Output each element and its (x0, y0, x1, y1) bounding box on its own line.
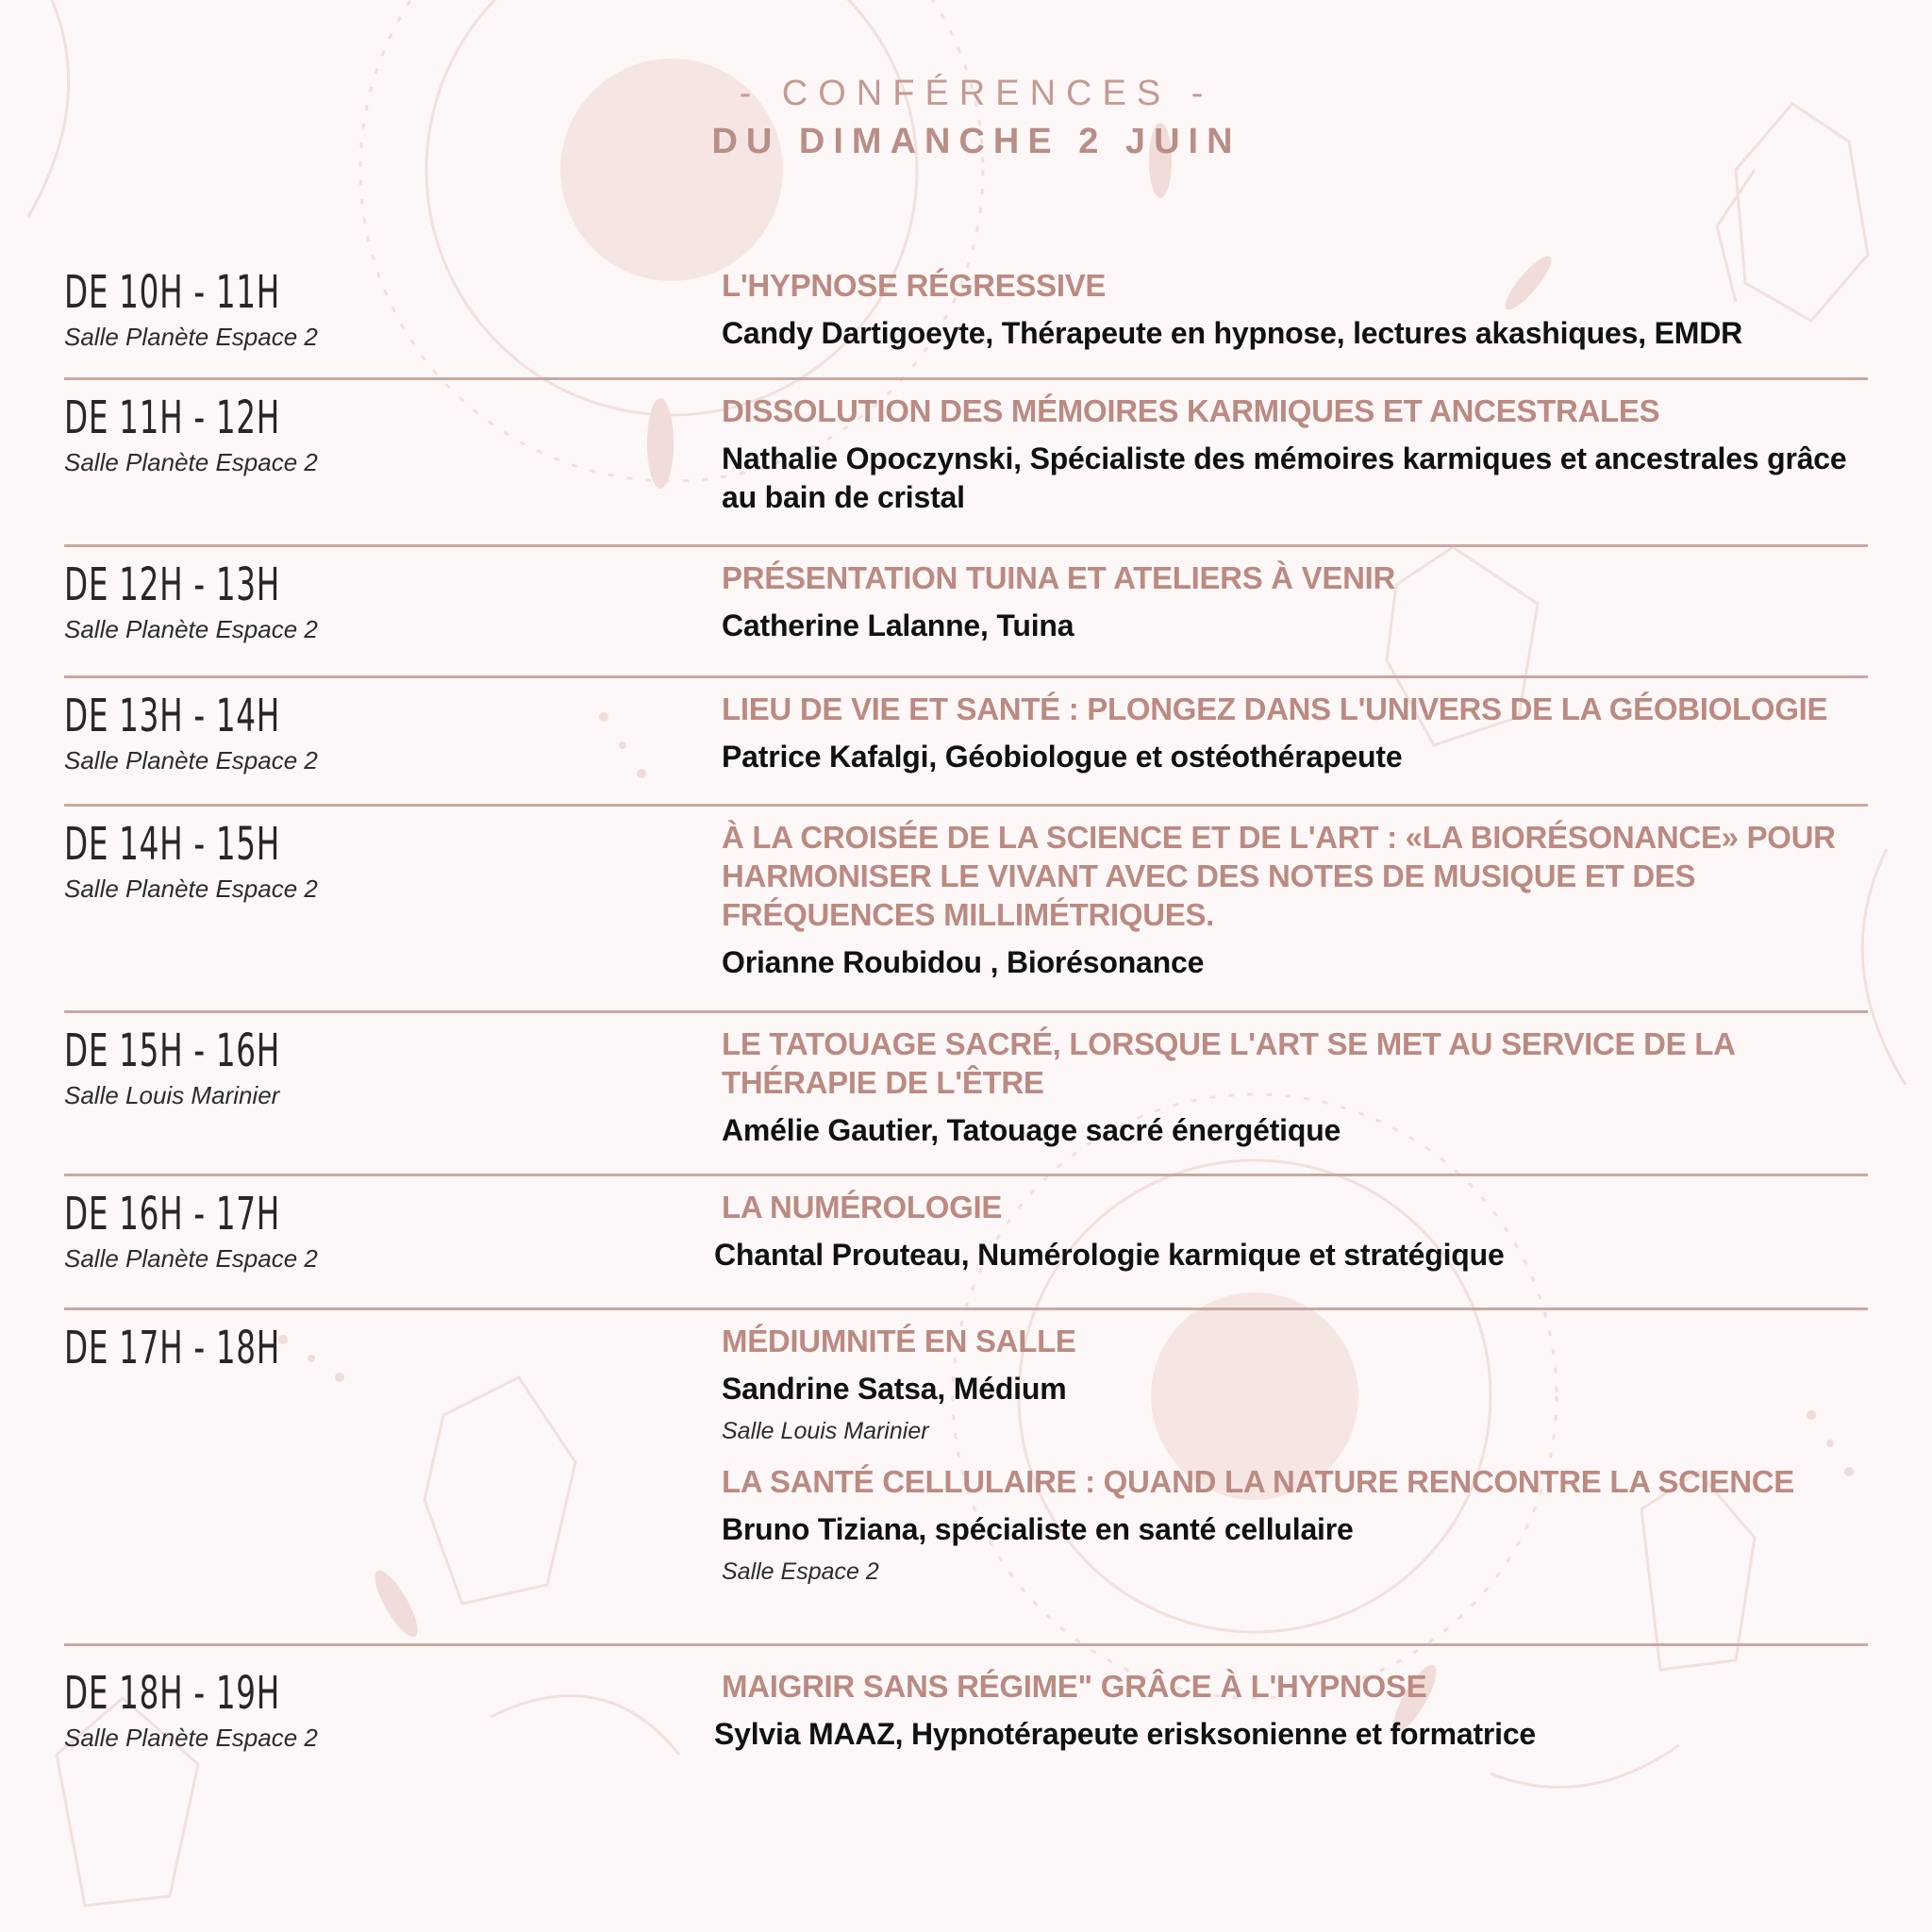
talk-title: PRÉSENTATION TUINA ET ATELIERS À VENIR (722, 560, 1396, 595)
slot-room: Salle Planète Espace 2 (64, 874, 318, 903)
schedule-slot (64, 547, 1868, 678)
talk-title: MAIGRIR SANS RÉGIME" GRÂCE À L'HYPNOSE (722, 1669, 1427, 1704)
slot-room: Salle Planète Espace 2 (64, 448, 318, 476)
page-header (0, 74, 1932, 162)
schedule-slot (64, 255, 1868, 380)
slot-time: DE 15H - 16H (64, 1024, 280, 1077)
slot-time: DE 14H - 15H (64, 818, 280, 871)
slot-time: DE 18H - 19H (64, 1667, 280, 1720)
slot-room: Salle Planète Espace 2 (64, 1244, 318, 1273)
schedule-slot (64, 1646, 1868, 1778)
slot-room: Salle Planète Espace 2 (64, 746, 318, 774)
talk-speaker: Amélie Gautier, Tatouage sacré énergétique (722, 1113, 1341, 1147)
schedule-slot (64, 807, 1868, 1013)
schedule-slot (64, 1310, 1868, 1646)
talk-title: À LA CROISÉE DE LA SCIENCE ET DE L'ART : «LA BIORÉSONANCE» POUR HARMONISER LE VIVANT AVEC DES NOTES DE MUSIQUE ET DES FRÉQUENCES MILLIMÉTRIQUES. (722, 820, 1836, 932)
talk-speaker: Nathalie Opoczynski, Spécialiste des mémoires karmiques et ancestrales grâce au bain de cristal (722, 441, 1847, 514)
schedule-slot (64, 380, 1868, 547)
talk-speaker: Catherine Lalanne, Tuina (722, 608, 1074, 642)
talk-title: L'HYPNOSE RÉGRESSIVE (722, 268, 1107, 303)
talk-title: MÉDIUMNITÉ EN SALLE (722, 1324, 1076, 1358)
talk-room: Salle Louis Marinier (722, 1418, 929, 1444)
schedule-slot (64, 1176, 1868, 1310)
page-title: DU DIMANCHE 2 JUIN (711, 122, 1241, 161)
talk-title: LE TATOUAGE SACRÉ, LORSQUE L'ART SE MET AU SERVICE DE LA THÉRAPIE DE L'ÊTRE (722, 1026, 1735, 1100)
slot-time: DE 11H - 12H (64, 391, 280, 444)
talk-room-second: Salle Espace 2 (722, 1558, 879, 1585)
talk-title: LIEU DE VIE ET SANTÉ : PLONGEZ DANS L'UNIVERS DE LA GÉOBIOLOGIE (722, 691, 1828, 726)
talk-speaker: Sylvia MAAZ, Hypnotérapeute erisksonienne et formatrice (714, 1717, 1537, 1751)
slot-time: DE 13H - 14H (64, 690, 280, 742)
talk-speaker-second: Bruno Tiziana, spécialiste en santé cellulaire (722, 1512, 1354, 1546)
slot-room: Salle Planète Espace 2 (64, 615, 318, 643)
talk-speaker: Candy Dartigoeyte, Thérapeute en hypnose, lectures akashiques, EMDR (722, 316, 1743, 350)
talk-title-second: LA SANTÉ CELLULAIRE : QUAND LA NATURE RENCONTRE LA SCIENCE (722, 1464, 1794, 1499)
slot-time: DE 10H - 11H (64, 266, 280, 319)
section-kicker: - CONFÉRENCES - (739, 74, 1214, 113)
talk-speaker: Sandrine Satsa, Médium (722, 1372, 1067, 1406)
talk-title: LA NUMÉROLOGIE (722, 1190, 1003, 1224)
slot-time: DE 16H - 17H (64, 1188, 280, 1241)
slot-room: Salle Planète Espace 2 (64, 1724, 318, 1752)
talk-speaker: Chantal Prouteau, Numérologie karmique et stratégique (714, 1238, 1505, 1272)
slot-room: Salle Planète Espace 2 (64, 323, 318, 351)
schedule-slot (64, 1013, 1868, 1176)
talk-speaker: Patrice Kafalgi, Géobiologue et ostéothérapeute (722, 740, 1403, 774)
slot-time: DE 17H - 18H (64, 1322, 280, 1374)
slot-room: Salle Louis Marinier (64, 1081, 280, 1109)
conference-schedule (64, 255, 1868, 1778)
talk-title: DISSOLUTION DES MÉMOIRES KARMIQUES ET ANCESTRALES (722, 393, 1660, 428)
schedule-slot (64, 678, 1868, 807)
talk-speaker: Orianne Roubidou , Biorésonance (722, 945, 1205, 979)
slot-time: DE 12H - 13H (64, 558, 280, 611)
